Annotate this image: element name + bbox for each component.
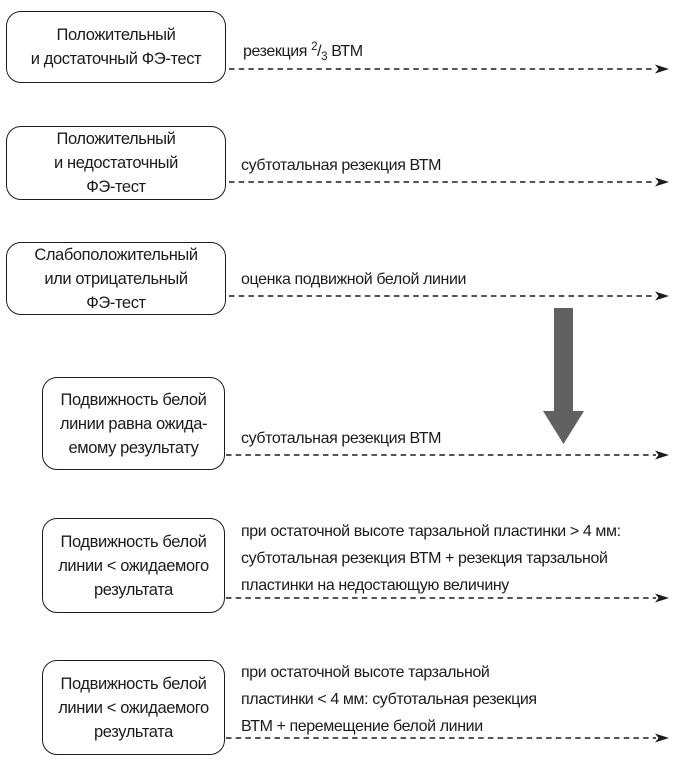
box-text-line: Слабоположительный	[34, 245, 198, 264]
box-text-line: Подвижность белой	[60, 390, 207, 409]
dashed-arrow-row6	[226, 732, 670, 744]
label-line: оценка подвижной белой линии	[241, 271, 467, 288]
box-text-line: Положительный	[56, 130, 176, 148]
dashed-arrow-row2	[229, 176, 670, 188]
label-line: пластинки < 4 мм: субтотальная резекция	[241, 691, 537, 708]
condition-box-positive-sufficient	[6, 11, 226, 83]
arrowhead-icon	[655, 178, 669, 187]
box-text-line: линии < ожидаемого	[58, 556, 209, 575]
arrowhead-icon	[655, 451, 669, 460]
arrow-label-tarsal-greater-4mm	[241, 518, 621, 599]
dashed-arrow-row5	[226, 592, 670, 604]
dashed-arrow-row4	[226, 449, 670, 461]
arrowhead-icon	[655, 65, 669, 74]
label-line: субтотальная резекция ВТМ + резекция тарзальной	[241, 550, 608, 567]
box-text-line: или отрицательный	[44, 269, 188, 288]
down-arrow-icon	[541, 308, 586, 445]
condition-box-mobility-less-1	[42, 518, 225, 613]
fraction-slash: /	[317, 43, 322, 60]
arrowhead-icon	[655, 734, 669, 743]
label-prefix: резекция	[243, 43, 308, 60]
box-text-line: линии < ожидаемого	[58, 698, 209, 717]
fraction-denominator: 3	[321, 51, 328, 63]
box-text-line: и недостаточный	[54, 154, 178, 172]
box-text-line: емому результату	[68, 438, 199, 457]
label-line: пластинки на недостающую величину	[241, 577, 509, 594]
box-text-line: результата	[94, 722, 173, 741]
dashed-arrow-row1	[229, 63, 670, 75]
box-text-line: результата	[94, 580, 173, 599]
box-text-line: Подвижность белой	[60, 674, 207, 693]
arrow-label-tarsal-less-4mm	[241, 659, 537, 740]
box-text-line: ФЭ-тест	[86, 178, 146, 196]
label-suffix: ВТМ	[331, 43, 363, 60]
dashed-arrow-row3	[229, 290, 670, 302]
condition-box-mobility-less-2	[42, 660, 225, 755]
fraction-numerator: 2	[311, 41, 318, 53]
label-line: при остаточной высоте тарзальной пластинки > 4 мм:	[241, 523, 621, 540]
box-text-line: ФЭ-тест	[86, 293, 146, 312]
box-text-line: Положительный	[56, 26, 176, 44]
condition-box-positive-insufficient	[6, 126, 226, 200]
label-line: субтотальная резекция ВТМ	[241, 157, 442, 174]
condition-box-mobility-equal	[42, 377, 225, 470]
condition-box-weak-negative	[6, 242, 226, 315]
label-line: при остаточной высоте тарзальной	[241, 664, 490, 681]
label-line: ВТМ + перемещение белой линии	[241, 718, 483, 735]
label-line: субтотальная резекция ВТМ	[241, 430, 442, 447]
arrowhead-icon	[655, 594, 669, 603]
arrowhead-icon	[655, 292, 669, 301]
box-text-line: Подвижность белой	[60, 532, 207, 551]
box-text-line: и достаточный ФЭ-тест	[30, 50, 202, 68]
box-text-line: линии равна ожида-	[59, 414, 208, 433]
